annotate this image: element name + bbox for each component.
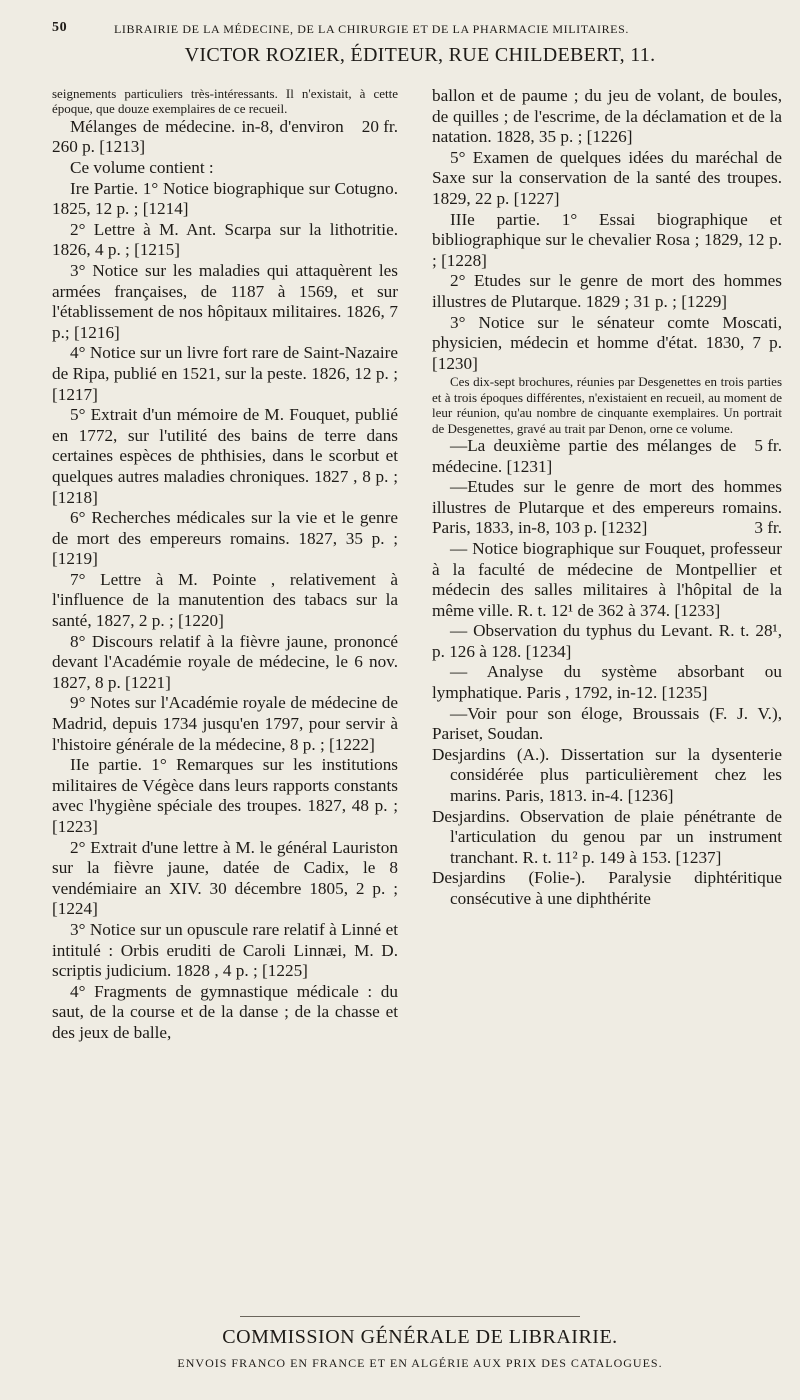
entry-1222: 9° Notes sur l'Académie royale de médecine de Madrid, depuis 1734 jusqu'en 1797, pour servir à l'histoire générale de la médecine, 8 p. ; [1222] xyxy=(52,693,398,754)
collection-note: Ces dix-sept brochures, réunies par Desgenettes en trois parties et à trois époques différentes, n'existaient en recueil, au moment de leur réunion, qu'au nombre de cinquante exemplaires. Un portrait de Desgenettes, gravé au trait par Denon, orne ce volume. xyxy=(432,374,782,436)
contents-intro: Ce volume contient : xyxy=(70,158,214,177)
entry-1232: —Etudes sur le genre de mort des hommes illustres de Plutarque et des empereurs romains. Paris, 1833, in-8, 103 p. [1232] 3 fr. xyxy=(432,477,782,538)
entry-1231: 5 fr. —La deuxième partie des mélanges de médecine. [1231] xyxy=(432,435,782,476)
footer-title: COMMISSION GÉNÉRALE DE LIBRAIRIE. xyxy=(222,1326,618,1348)
entry-1235: — Analyse du système absorbant ou lymphatique. Paris , 1792, in-12. [1235] xyxy=(432,662,782,703)
footer-note: ENVOIS FRANCO EN FRANCE ET EN ALGÉRIE AUX PRIX DES CATALOGUES. xyxy=(177,1356,663,1370)
right-column xyxy=(432,86,782,910)
entry-1215: 2° Lettre à M. Ant. Scarpa sur la lithotritie. 1826, 4 p. ; [1215] xyxy=(52,219,398,260)
entry-1234: — Observation du typhus du Levant. R. t. 28¹, p. 126 à 128. [1234] xyxy=(432,621,782,661)
entry-1230: 3° Notice sur le sénateur comte Moscati, physicien, médecin et homme d'état. 1830, 7 p. [1230] xyxy=(432,312,782,373)
entry-1223: IIe partie. 1° Remarques sur les institutions militaires de Végèce dans leurs rapports constants avec l'hygiène spéciale des troupes. 1827, 48 p. ; [1223] xyxy=(52,755,398,836)
entry-1221: 8° Discours relatif à la fièvre jaune, prononcé devant l'Académie royale de médecine, le 6 nov. 1827, 8 p. [1221] xyxy=(52,631,398,692)
publisher-line: VICTOR ROZIER, ÉDITEUR, RUE CHILDEBERT, 11. xyxy=(184,44,656,66)
entry-melanges: 20 fr. Mélanges de médecine. in-8, d'environ 260 p. [1213] xyxy=(52,116,398,157)
library-line: LIBRAIRIE DE LA MÉDECINE, DE LA CHIRURGIE ET DE LA PHARMACIE MILITAIRES. xyxy=(114,22,629,36)
entry-1218: 5° Extrait d'un mémoire de M. Fouquet, publié en 1772, sur l'utilité des bains de terre dans certaines espèces de phthisies, dans le scorbut et quelques autres maladies chroniques. 1827 , 8 p. ; [1218] xyxy=(52,405,398,507)
entry-1227: 5° Examen de quelques idées du maréchal de Saxe sur la conservation de la santé des troupes. 1829, 22 p. [1227] xyxy=(432,147,782,208)
entry-1220: 7° Lettre à M. Pointe , relativement à l'influence de la manutention des tabacs sur la santé, 1827, 2 p. ; [1220] xyxy=(52,569,398,631)
price-1231: 5 fr. xyxy=(754,435,782,455)
entry-1219: 6° Recherches médicales sur la vie et le genre de mort des empereurs romains. 1827, 35 p. ; [1219] xyxy=(52,508,398,569)
footer-rule xyxy=(240,1316,580,1317)
entry-1229: 2° Etudes sur le genre de mort des hommes illustres de Plutarque. 1829 ; 31 p. ; [1229] xyxy=(432,271,782,311)
entry-1216: 3° Notice sur les maladies qui attaquèrent les armées françaises, de 1187 à 1569, et sur l'établissement de nos hôpitaux militaires. 1826, 7 p.; [1216] xyxy=(52,260,398,342)
entry-1228: IIIe partie. 1° Essai biographique et bibliographique sur le chevalier Rosa ; 1829, 12 p. ; [1228] xyxy=(432,209,782,270)
entry-1236: Desjardins (A.). Dissertation sur la dysenterie considérée plus particulièrement chez les marins. Paris, 1813. in-4. [1236] xyxy=(432,744,782,806)
entry-1214: Ire Partie. 1° Notice biographique sur Cotugno. 1825, 12 p. ; [1214] xyxy=(52,178,398,219)
entry-1233: — Notice biographique sur Fouquet, professeur à la faculté de médecine de Montpellier et médecin des salles militaires à l'hôpital de la même ville. R. t. 12¹ de 362 à 374. [1233] xyxy=(432,538,782,620)
price-melanges: 20 fr. xyxy=(361,116,398,136)
entry-folie: Desjardins (Folie-). Paralysie diphtéritique consécutive à une diphthérite xyxy=(432,868,782,908)
running-header xyxy=(52,20,790,40)
left-column xyxy=(52,86,398,1044)
left-continuation: seignements particuliers très-intéressants. Il n'existait, à cette époque, que douze exemplaires de ce recueil. xyxy=(52,86,398,117)
entry-1226-start: 4° Fragments de gymnastique médicale : du saut, de la course et de la danse ; de la chasse et des jeux de balle, xyxy=(52,981,398,1042)
price-1232: 3 fr. xyxy=(754,518,782,538)
entry-1225: 3° Notice sur un opuscule rare relatif à Linné et intitulé : Orbis eruditi de Caroli Linnæi, M. D. scriptis judicium. 1828 , 4 p. ; [1225] xyxy=(52,919,398,981)
entry-1224: 2° Extrait d'une lettre à M. le général Lauriston sur la fièvre jaune, datée de Cadix, le 8 vendémiaire an XIV. 30 décembre 1805, 2 p. ; [1224] xyxy=(52,837,398,919)
entry-1226-end: ballon et de paume ; du jeu de volant, de boules, de quilles ; de l'escrime, de la déclamation et de la natation. 1828, 35 p. ; [1226] xyxy=(432,86,782,147)
entry-1217: 4° Notice sur un livre fort rare de Saint-Nazaire de Ripa, publié en 1521, sur la peste. 1826, 12 p. ; [1217] xyxy=(52,343,398,404)
page-number: 50 xyxy=(52,20,68,35)
entry-1237: Desjardins. Observation de plaie pénétrante de l'articulation du genou par un instrument tranchant. R. t. 11² p. 149 à 153. [1237] xyxy=(432,806,782,867)
see-also: —Voir pour son éloge, Broussais (F. J. V.), Pariset, Soudan. xyxy=(432,703,782,744)
